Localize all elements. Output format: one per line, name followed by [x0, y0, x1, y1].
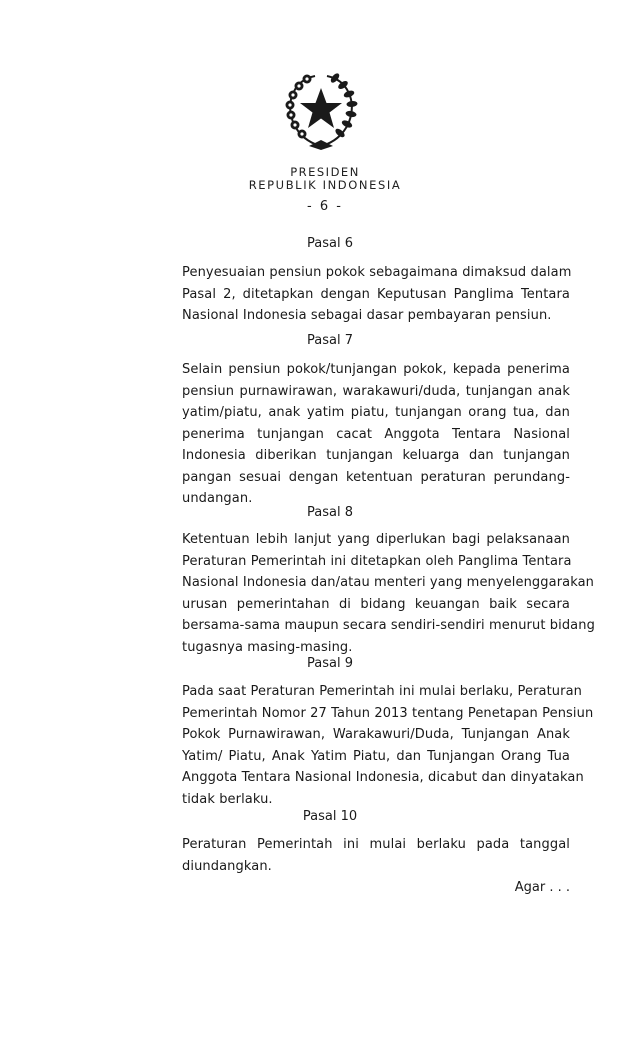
body-line: yatim/piatu, anak yatim piatu, tunjangan orang tua, dan: [182, 405, 570, 420]
body-line: pensiun purnawirawan, warakawuri/duda, tunjangan anak: [182, 383, 570, 399]
presidential-emblem-icon: [275, 66, 367, 158]
body-line: tugasnya masing-masing.: [182, 639, 353, 655]
body-line: penerima tunjangan cacat Anggota Tentara Nasional: [182, 426, 570, 442]
body-line: Penyesuaian pensiun pokok sebagaimana dimaksud dalam: [182, 265, 572, 280]
body-line: tidak berlaku.: [182, 791, 273, 807]
body-line: Nasional Indonesia sebagai dasar pembayaran pensiun.: [182, 308, 552, 323]
section-body-pasal-6: [182, 262, 570, 327]
section-body-pasal-9: [182, 681, 594, 810]
header-line-presiden: PRESIDEN: [290, 165, 360, 179]
body-line: Indonesia diberikan tunjangan keluarga dan tunjangan: [182, 448, 570, 463]
body-line: bersama-sama maupun secara sendiri-sendiri menurut bidang: [182, 618, 595, 633]
body-line: undangan.: [182, 491, 253, 506]
header-line-republik: REPUBLIK INDONESIA: [248, 178, 402, 192]
body-line: urusan pemerintahan di bidang keuangan baik secara: [182, 596, 570, 612]
body-line: Nasional Indonesia dan/atau menteri yang menyelenggarakan: [182, 575, 595, 590]
body-line: Peraturan Pemerintah ini ditetapkan oleh Panglima Tentara: [182, 553, 572, 569]
section-title-pasal-7: Pasal 7: [307, 333, 353, 348]
body-line: Pokok Purnawirawan, Warakawuri/Duda, Tunjangan Anak: [182, 727, 570, 742]
section-title-pasal-6: Pasal 6: [307, 236, 353, 251]
body-line: Yatim/ Piatu, Anak Yatim Piatu, dan Tunjangan Orang Tua: [182, 748, 570, 764]
body-line: pangan sesuai dengan ketentuan peraturan perundang-: [182, 469, 570, 485]
catchword: Agar . . .: [514, 880, 570, 895]
page-number: - 6 -: [307, 199, 343, 214]
body-line: diundangkan.: [182, 858, 272, 874]
body-line: Anggota Tentara Nasional Indonesia, dicabut dan dinyatakan: [182, 770, 584, 785]
body-line: Selain pensiun pokok/tunjangan pokok, kepada penerima: [182, 362, 570, 377]
body-line: Ketentuan lebih lanjut yang diperlukan bagi pelaksanaan: [182, 532, 570, 547]
section-body-pasal-8: [182, 529, 595, 658]
section-title-pasal-10: Pasal 10: [302, 809, 358, 824]
section-body-pasal-10: [182, 834, 570, 877]
body-line: Pemerintah Nomor 27 Tahun 2013 tentang Penetapan Pensiun: [182, 705, 594, 721]
section-body-pasal-7: [182, 359, 570, 510]
section-title-pasal-8: Pasal 8: [307, 505, 353, 520]
body-line: Pasal 2, ditetapkan dengan Keputusan Panglima Tentara: [182, 286, 570, 302]
body-line: Peraturan Pemerintah ini mulai berlaku pada tanggal: [182, 837, 570, 852]
body-line: Pada saat Peraturan Pemerintah ini mulai berlaku, Peraturan: [182, 684, 582, 699]
section-title-pasal-9: Pasal 9: [307, 656, 353, 671]
